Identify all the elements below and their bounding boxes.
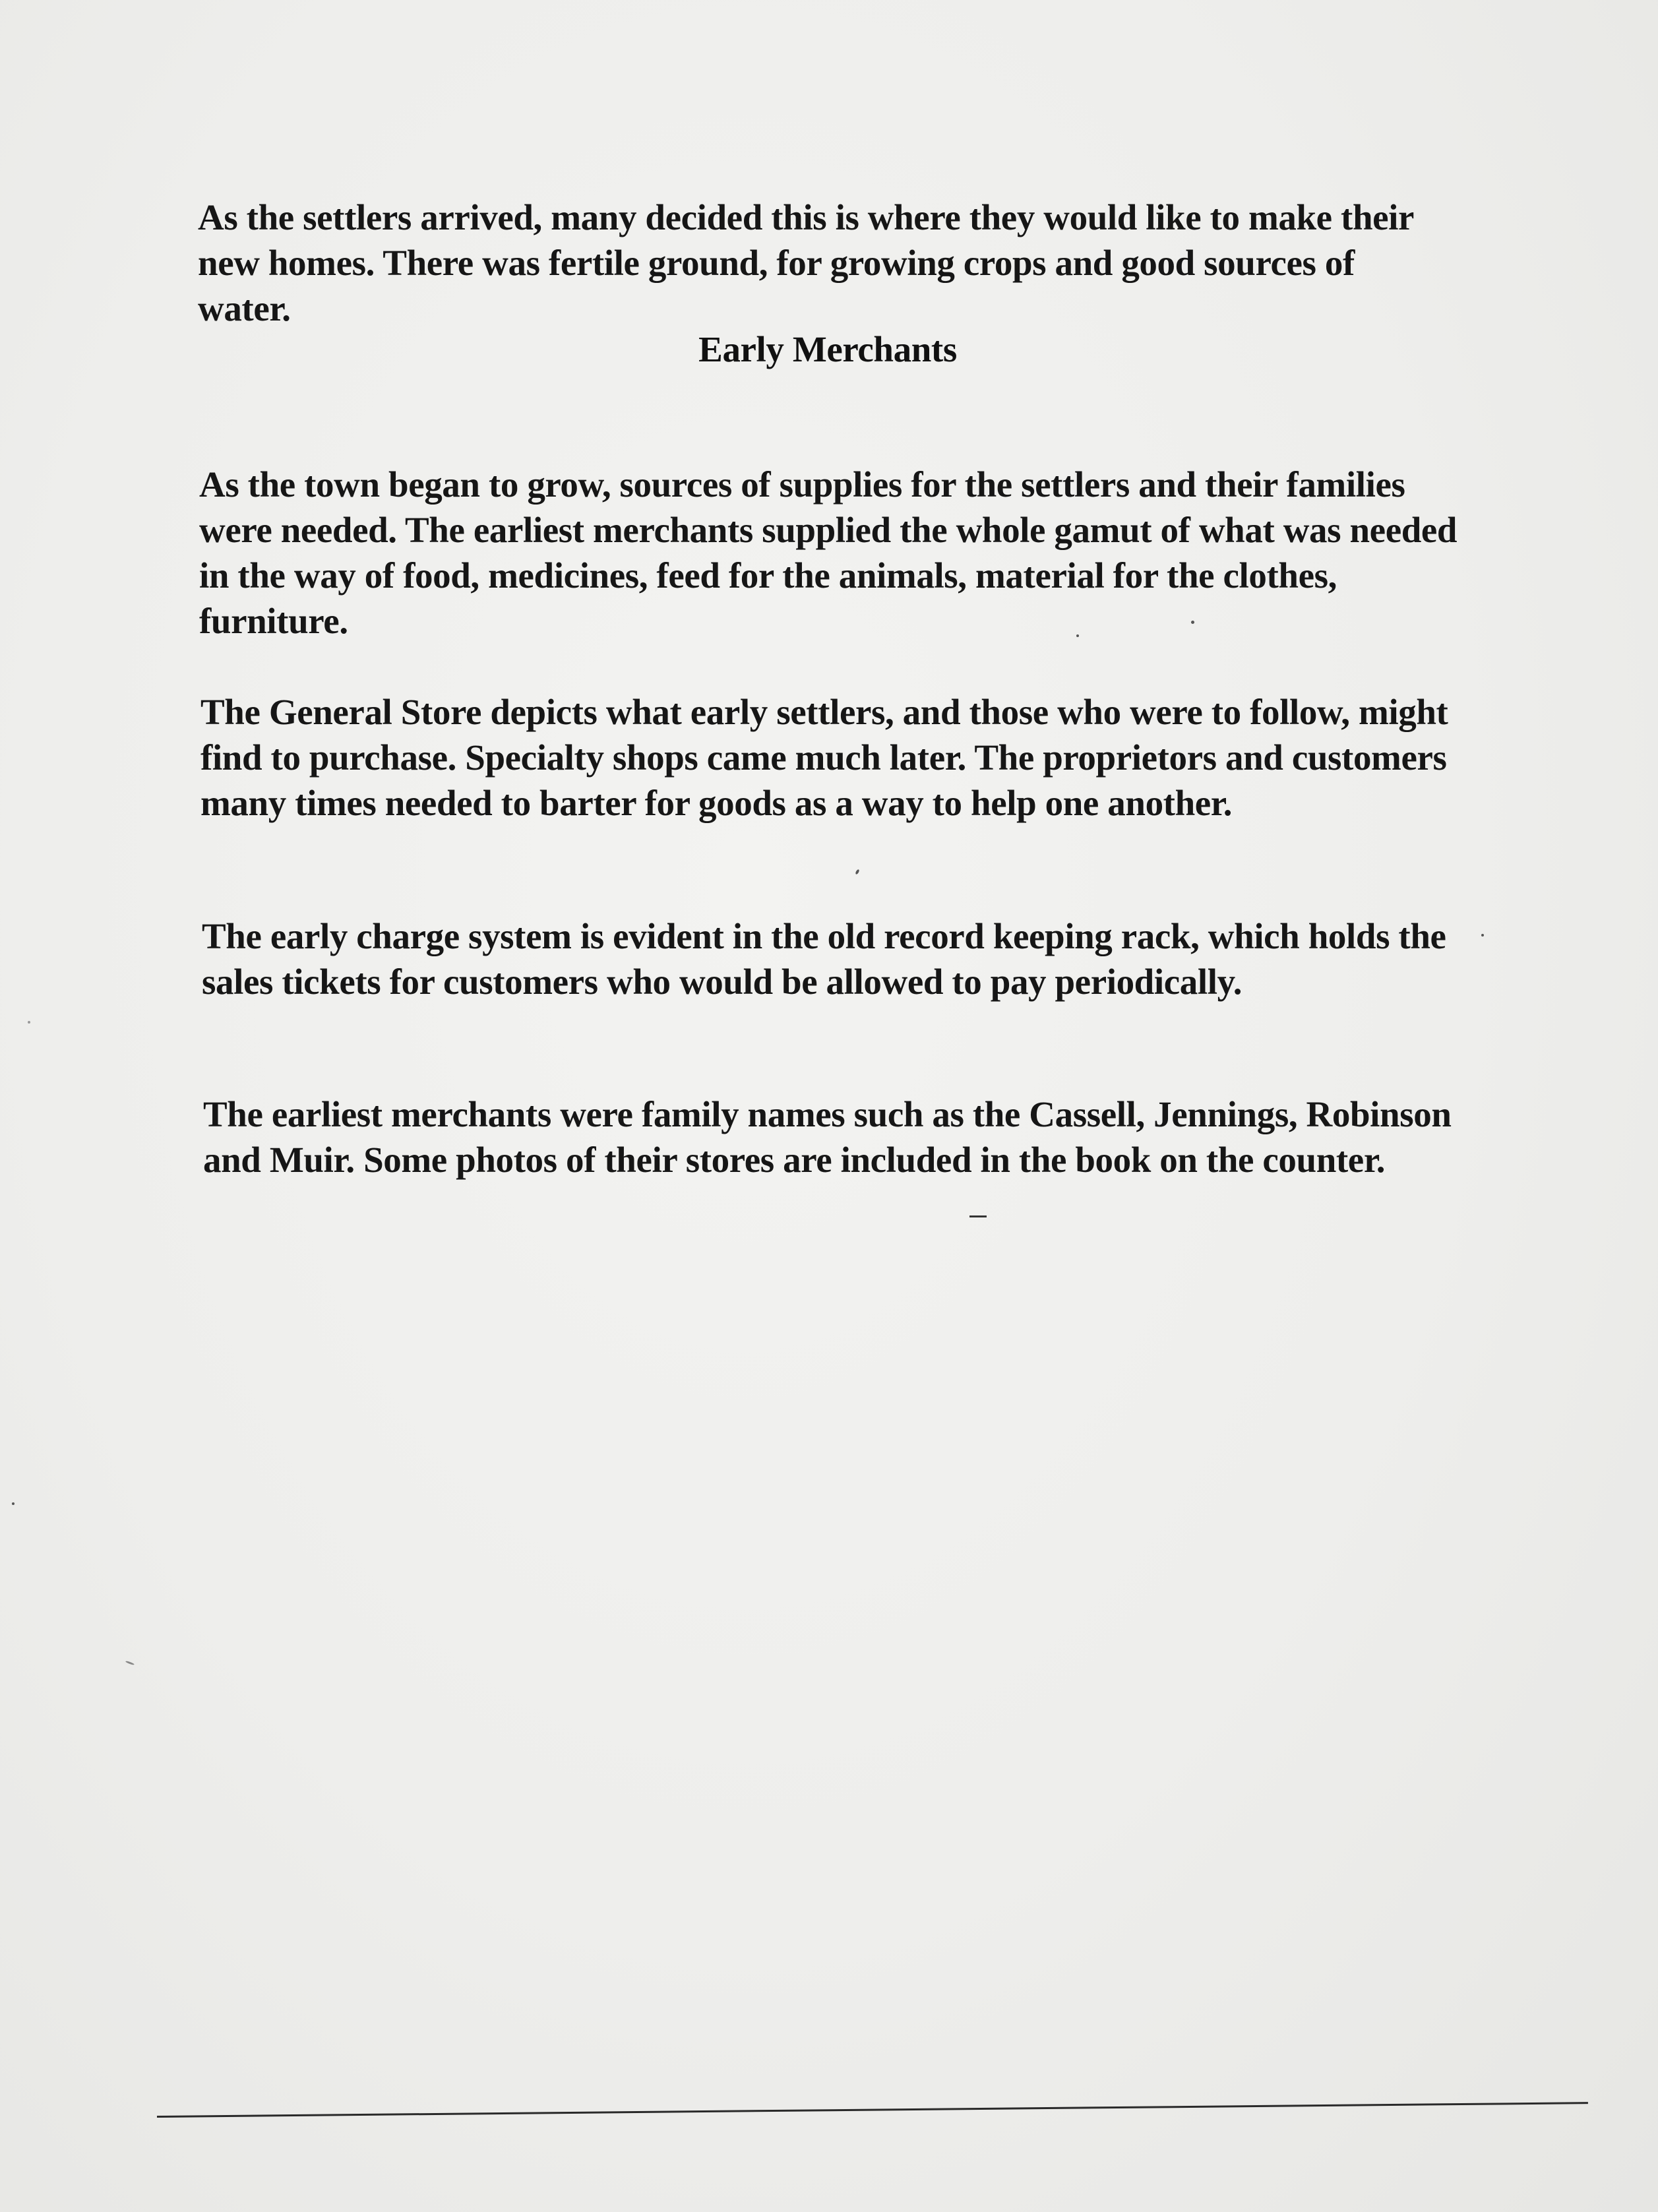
- section-heading: Early Merchants: [698, 329, 957, 369]
- stray-dash-mark: [969, 1215, 987, 1217]
- paper-speck: [12, 1502, 15, 1505]
- paper-speck: [1076, 634, 1079, 637]
- footer-rule: [157, 2102, 1588, 2118]
- paper-speck: [855, 869, 859, 875]
- intro-paragraph: As the settlers arrived, many decided this is where they would like to make their new homes. There was fertile ground, for growing crops and good sources of water.: [198, 197, 1414, 328]
- paper-speck: [125, 1661, 135, 1666]
- paragraph-town-growth: As the town began to grow, sources of supplies for the settlers and their families were needed. The earliest merchants supplied the whole gamut of what was needed in the way of food, medicines, feed for the animals, material for the clothes, furniture.: [199, 464, 1458, 641]
- paragraph-charge-system: The early charge system is evident in the old record keeping rack, which holds the sales tickets for customers who would be allowed to pay periodically.: [202, 916, 1446, 1002]
- paragraph-general-store: The General Store depicts what early settlers, and those who were to follow, might find to purchase. Specialty shops came much later. The proprietors and customers many times needed to barter for goods as a way to help one another.: [200, 692, 1448, 823]
- paper-speck: [1191, 621, 1194, 624]
- paragraph-earliest-merchants: The earliest merchants were family names such as the Cassell, Jennings, Robinson and Muir. Some photos of their stores are included in the book on the counter.: [203, 1094, 1452, 1180]
- paper-speck: [28, 1021, 30, 1024]
- paper-speck: [1481, 934, 1484, 937]
